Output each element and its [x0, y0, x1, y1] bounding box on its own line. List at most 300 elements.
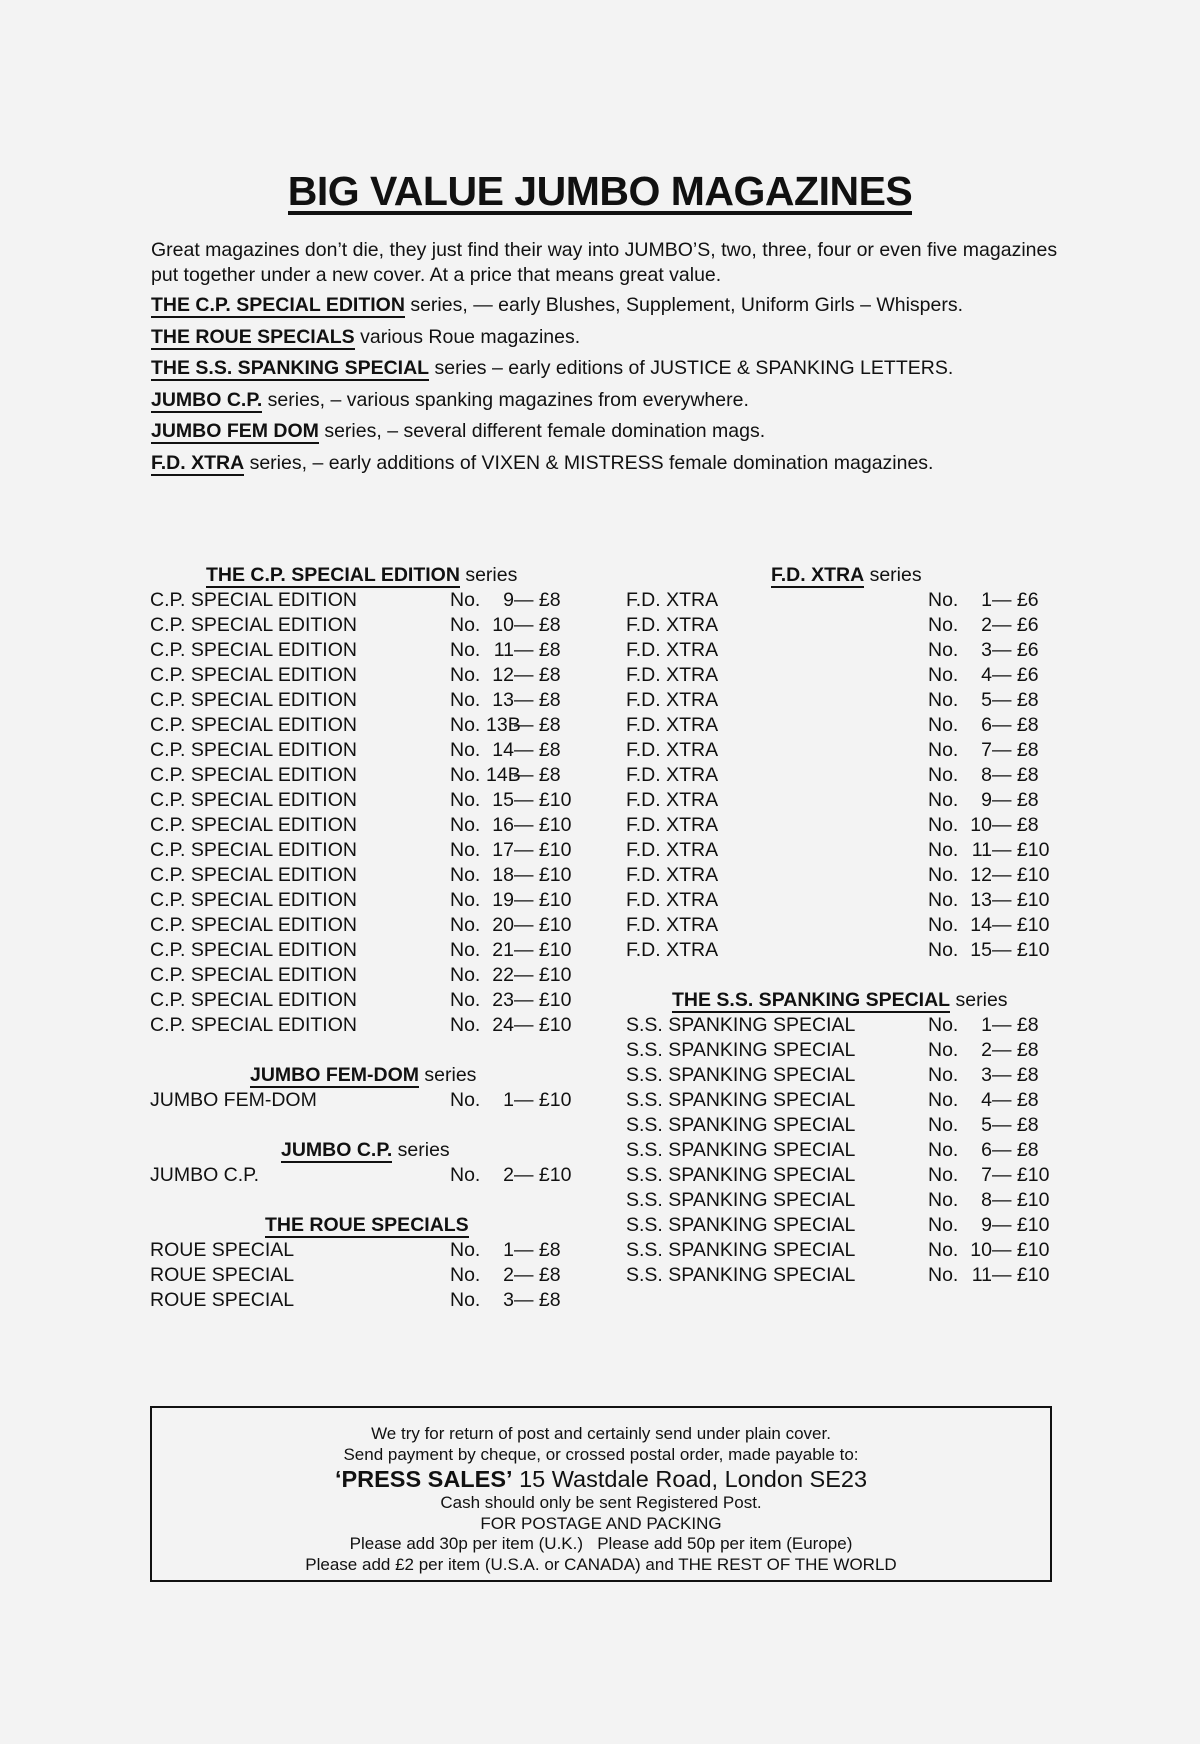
number-label: No.: [928, 639, 959, 661]
issue-price: — £8: [514, 739, 561, 761]
issue-price: — £8: [992, 1064, 1039, 1086]
issue-price: — £8: [992, 1114, 1039, 1136]
series-description: series, – several different female domination mags.: [318, 420, 766, 442]
list-item: [150, 888, 590, 913]
issue-price: — £8: [514, 639, 561, 661]
issue-number-price: [928, 663, 1039, 688]
issue-number: 12: [492, 664, 514, 686]
issue-number-price: [450, 588, 561, 613]
list-item: [626, 688, 1066, 713]
issue-number: 10: [492, 614, 514, 636]
series-description-line: [151, 419, 1061, 444]
issue-number: 15: [492, 789, 514, 811]
issue-price: — £8: [514, 1239, 561, 1261]
number-label: No.: [450, 1264, 481, 1286]
issue-number: 14: [970, 914, 992, 936]
number-label: No.: [450, 939, 481, 961]
series-description-line: [151, 451, 1061, 476]
issue-price: — £8: [514, 1264, 561, 1286]
issue-price: — £10: [992, 1214, 1050, 1236]
number-label: No.: [928, 864, 959, 886]
number-label: No.: [928, 789, 959, 811]
issue-number-price: [928, 1163, 1049, 1188]
issue-number: 2: [981, 614, 992, 636]
issue-title: ROUE SPECIAL: [150, 1289, 295, 1311]
list-item: [150, 713, 590, 738]
number-label: No.: [450, 864, 481, 886]
number-label: No.: [928, 814, 959, 836]
series-name: JUMBO FEM DOM: [151, 420, 319, 442]
number-label: No.: [928, 739, 959, 761]
intro-paragraph: Great magazines don’t die, they just find their way into JUMBO’S, two, three, four or even five magazines put together under a new cover. At a price that means great value.: [151, 239, 1058, 286]
issue-number: 17: [492, 839, 514, 861]
issue-number: 23: [492, 989, 514, 1011]
number-label: No.: [928, 839, 959, 861]
series-description: various Roue magazines.: [354, 325, 581, 348]
number-label: No.: [928, 1089, 959, 1111]
issue-price: — £8: [514, 589, 561, 611]
issue-title: C.P. SPECIAL EDITION: [150, 739, 357, 761]
issue-number-price: [450, 1088, 571, 1113]
issue-title: S.S. SPANKING SPECIAL: [626, 1214, 856, 1236]
issue-number: 1: [981, 1014, 992, 1036]
issue-number: 14: [492, 739, 514, 761]
issue-number: 14B: [486, 764, 521, 786]
list-item: [150, 663, 590, 688]
number-label: No.: [450, 1289, 481, 1311]
list-item: [626, 1238, 1066, 1263]
footer-line: We try for return of post and certainly send under plain cover.: [371, 1424, 831, 1443]
intro-section: [151, 238, 1061, 482]
issue-title: ROUE SPECIAL: [150, 1264, 295, 1286]
issue-number: 9: [981, 789, 992, 811]
number-label: No.: [928, 939, 959, 961]
issue-price: — £6: [992, 639, 1039, 661]
issue-number: 18: [492, 864, 514, 886]
number-label: No.: [450, 664, 481, 686]
issue-price: — £8: [992, 689, 1039, 711]
list-item: [150, 838, 590, 863]
issue-number-price: [450, 738, 561, 763]
jumbocp-series-heading: JUMBO C.P. series: [281, 1139, 450, 1161]
issue-price: — £10: [992, 914, 1050, 936]
issue-number-price: [450, 813, 571, 838]
footer-line: Send payment by cheque, or crossed postal order, made payable to:: [343, 1444, 859, 1464]
list-item: [150, 588, 590, 613]
issue-title: F.D. XTRA: [626, 814, 719, 836]
ss-series-list: [626, 1013, 1066, 1288]
ss-series-heading: THE S.S. SPANKING SPECIAL series: [672, 989, 1008, 1011]
issue-title: C.P. SPECIAL EDITION: [150, 864, 357, 886]
issue-number-price: [450, 888, 571, 913]
issue-number: 6: [981, 1139, 992, 1161]
issue-number: 20: [492, 914, 514, 936]
issue-number: 5: [981, 1114, 992, 1136]
issue-price: — £8: [992, 1139, 1039, 1161]
issue-number-price: [928, 763, 1039, 788]
number-label: No.: [928, 1239, 959, 1261]
number-label: No.: [928, 764, 959, 786]
series-name: THE S.S. SPANKING SPECIAL: [151, 357, 430, 379]
issue-title: C.P. SPECIAL EDITION: [150, 639, 357, 661]
list-item: [150, 788, 590, 813]
series-description: series, – early additions of VIXEN & MISTRESS female domination magazines.: [244, 451, 934, 474]
series-description: series, — early Blushes, Supplement, Uniform Girls – Whispers.: [404, 294, 964, 316]
number-label: No.: [450, 714, 481, 736]
issue-title: C.P. SPECIAL EDITION: [150, 664, 357, 686]
number-label: No.: [450, 814, 481, 836]
number-label: No.: [450, 639, 481, 661]
issue-number: 13: [970, 889, 992, 911]
list-item: [150, 1263, 590, 1288]
number-label: No.: [928, 1014, 959, 1036]
issue-number-price: [450, 638, 561, 663]
issue-price: — £10: [992, 864, 1050, 886]
issue-number: 4: [981, 1089, 992, 1111]
issue-price: — £10: [514, 889, 572, 911]
issue-number-price: [450, 938, 571, 963]
list-item: [150, 938, 590, 963]
list-item: [626, 863, 1066, 888]
issue-number-price: [928, 713, 1039, 738]
number-label: No.: [928, 589, 959, 611]
number-label: No.: [928, 1164, 959, 1186]
cp-series-heading: THE C.P. SPECIAL EDITION series: [206, 564, 518, 586]
issue-title: F.D. XTRA: [626, 889, 719, 911]
series-description-line: [151, 325, 1061, 350]
issue-price: — £8: [992, 764, 1039, 786]
issue-number-price: [450, 1263, 561, 1288]
left-column: [150, 563, 590, 1313]
right-column: [626, 563, 1066, 1288]
series-description-list: [151, 293, 1061, 476]
issue-price: — £10: [514, 1089, 572, 1111]
issue-number-price: [928, 938, 1049, 963]
list-item: [626, 1113, 1066, 1138]
list-item: [626, 813, 1066, 838]
issue-price: — £10: [992, 889, 1050, 911]
list-item: [626, 1038, 1066, 1063]
issue-number-price: [928, 913, 1049, 938]
issue-number-price: [928, 788, 1039, 813]
list-item: [150, 913, 590, 938]
issue-title: F.D. XTRA: [626, 614, 719, 636]
list-item: [626, 938, 1066, 963]
issue-number-price: [928, 588, 1039, 613]
issue-price: — £10: [514, 814, 572, 836]
issue-number-price: [450, 1163, 571, 1188]
issue-title: C.P. SPECIAL EDITION: [150, 814, 357, 836]
issue-number: 5: [981, 689, 992, 711]
issue-title: F.D. XTRA: [626, 939, 719, 961]
issue-title: S.S. SPANKING SPECIAL: [626, 1114, 856, 1136]
list-item: [150, 1288, 590, 1313]
issue-number-price: [450, 763, 561, 788]
issue-title: C.P. SPECIAL EDITION: [150, 989, 357, 1011]
number-label: No.: [450, 839, 481, 861]
footer-line: Please add £2 per item (U.S.A. or CANADA) and THE REST OF THE WORLD: [305, 1554, 897, 1574]
issue-title: JUMBO C.P.: [150, 1164, 260, 1186]
series-name: THE C.P. SPECIAL EDITION: [151, 294, 405, 316]
series-description-line: [151, 388, 1061, 413]
issue-number-price: [928, 1213, 1049, 1238]
femdom-series-heading: JUMBO FEM-DOM series: [250, 1064, 477, 1086]
footer-line: FOR POSTAGE AND PACKING: [480, 1513, 722, 1533]
issue-number: 24: [492, 1014, 514, 1036]
issue-number-price: [450, 663, 561, 688]
issue-number-price: [450, 1288, 561, 1313]
issue-number: 3: [503, 1289, 514, 1311]
list-item: [626, 1138, 1066, 1163]
issue-number-price: [928, 613, 1039, 638]
list-item: [150, 688, 590, 713]
number-label: No.: [928, 1139, 959, 1161]
issue-title: F.D. XTRA: [626, 589, 719, 611]
issue-number-price: [450, 1013, 571, 1038]
issue-price: — £8: [992, 1014, 1039, 1036]
issue-number-price: [928, 863, 1049, 888]
issue-title: F.D. XTRA: [626, 664, 719, 686]
issue-price: — £10: [514, 864, 572, 886]
issue-title: C.P. SPECIAL EDITION: [150, 714, 357, 736]
issue-number: 9: [503, 589, 514, 611]
issue-number: 15: [970, 939, 992, 961]
issue-title: F.D. XTRA: [626, 914, 719, 936]
number-label: No.: [928, 914, 959, 936]
issue-number: 11: [971, 839, 992, 861]
issue-title: C.P. SPECIAL EDITION: [150, 939, 357, 961]
issue-number: 11: [971, 1264, 992, 1286]
issue-number-price: [928, 888, 1049, 913]
issue-number: 8: [981, 764, 992, 786]
number-label: No.: [450, 739, 481, 761]
issue-price: — £8: [514, 764, 561, 786]
number-label: No.: [450, 614, 481, 636]
list-item: [150, 1013, 590, 1038]
issue-number: 2: [503, 1164, 514, 1186]
issue-number-price: [928, 838, 1049, 863]
issue-number: 8: [981, 1189, 992, 1211]
list-item: [626, 763, 1066, 788]
issue-number: 13B: [486, 714, 521, 736]
list-item: [626, 638, 1066, 663]
number-label: No.: [928, 1214, 959, 1236]
issue-title: F.D. XTRA: [626, 764, 719, 786]
issue-price: — £8: [992, 789, 1039, 811]
list-item: [626, 713, 1066, 738]
issue-price: — £10: [514, 939, 572, 961]
number-label: No.: [450, 589, 481, 611]
issue-title: S.S. SPANKING SPECIAL: [626, 1089, 856, 1111]
issue-number-price: [928, 1238, 1049, 1263]
issue-number: 1: [981, 589, 992, 611]
number-label: No.: [928, 1039, 959, 1061]
list-item: [150, 863, 590, 888]
issue-number-price: [928, 1088, 1039, 1113]
number-label: No.: [450, 889, 481, 911]
issue-number: 7: [981, 1164, 992, 1186]
issue-price: — £10: [514, 964, 572, 986]
issue-price: — £8: [992, 739, 1039, 761]
issue-price: — £8: [514, 1289, 561, 1311]
issue-price: — £10: [992, 839, 1050, 861]
issue-title: C.P. SPECIAL EDITION: [150, 589, 357, 611]
issue-price: — £10: [992, 1189, 1050, 1211]
list-item: [626, 888, 1066, 913]
issue-price: — £10: [514, 789, 572, 811]
issue-number-price: [928, 1063, 1039, 1088]
fd-series-list: [626, 588, 1066, 963]
issue-number-price: [928, 688, 1039, 713]
issue-title: ROUE SPECIAL: [150, 1239, 295, 1261]
issue-price: — £6: [992, 589, 1039, 611]
issue-price: — £8: [514, 689, 561, 711]
issue-price: — £8: [992, 814, 1039, 836]
issue-number: 4: [981, 664, 992, 686]
issue-number-price: [450, 713, 561, 738]
number-label: No.: [928, 614, 959, 636]
footer-line: Cash should only be sent Registered Post.: [440, 1493, 762, 1512]
issue-number-price: [450, 1238, 561, 1263]
list-item: [150, 738, 590, 763]
issue-number: 13: [492, 689, 514, 711]
issue-title: C.P. SPECIAL EDITION: [150, 914, 357, 936]
issue-number: 2: [981, 1039, 992, 1061]
issue-title: F.D. XTRA: [626, 739, 719, 761]
issue-number: 10: [970, 1239, 992, 1261]
issue-number-price: [928, 813, 1039, 838]
issue-price: — £8: [514, 614, 561, 636]
issue-number: 1: [503, 1089, 514, 1111]
issue-title: F.D. XTRA: [626, 714, 719, 736]
issue-price: — £8: [992, 714, 1039, 736]
issue-number: 3: [981, 639, 992, 661]
list-item: [150, 613, 590, 638]
issue-title: C.P. SPECIAL EDITION: [150, 889, 357, 911]
issue-price: — £10: [514, 1014, 572, 1036]
ordering-info-box: [150, 1406, 1052, 1582]
issue-number-price: [450, 613, 561, 638]
issue-title: C.P. SPECIAL EDITION: [150, 839, 357, 861]
issue-number: 2: [503, 1264, 514, 1286]
issue-price: — £10: [992, 1264, 1050, 1286]
number-label: No.: [928, 1064, 959, 1086]
number-label: No.: [450, 689, 481, 711]
issue-price: — £10: [514, 839, 572, 861]
issue-price: — £8: [514, 714, 561, 736]
issue-number: 16: [492, 814, 514, 836]
issue-price: — £8: [514, 664, 561, 686]
list-item: [626, 1163, 1066, 1188]
number-label: No.: [450, 1014, 481, 1036]
issue-title: S.S. SPANKING SPECIAL: [626, 1064, 856, 1086]
list-item: [150, 1088, 590, 1113]
list-item: [626, 1188, 1066, 1213]
issue-title: C.P. SPECIAL EDITION: [150, 789, 357, 811]
issue-number: 10: [970, 814, 992, 836]
list-item: [626, 788, 1066, 813]
list-item: [150, 963, 590, 988]
series-description-line: [151, 356, 1061, 381]
issue-title: F.D. XTRA: [626, 789, 719, 811]
issue-title: F.D. XTRA: [626, 689, 719, 711]
number-label: No.: [450, 989, 481, 1011]
number-label: No.: [450, 1239, 481, 1261]
issue-number: 21: [492, 939, 514, 961]
list-item: [150, 638, 590, 663]
femdom-series-list: [150, 1088, 590, 1113]
list-item: [626, 1263, 1066, 1288]
issue-price: — £10: [992, 1239, 1050, 1261]
issue-price: — £10: [514, 914, 572, 936]
issue-title: F.D. XTRA: [626, 839, 719, 861]
issue-number-price: [928, 1038, 1039, 1063]
series-name: F.D. XTRA: [151, 451, 245, 474]
issue-title: C.P. SPECIAL EDITION: [150, 764, 357, 786]
issue-number: 3: [981, 1064, 992, 1086]
issue-price: — £10: [514, 1164, 572, 1186]
issue-title: S.S. SPANKING SPECIAL: [626, 1139, 856, 1161]
issue-title: S.S. SPANKING SPECIAL: [626, 1189, 856, 1211]
number-label: No.: [928, 889, 959, 911]
issue-price: — £10: [992, 939, 1050, 961]
issue-number-price: [928, 738, 1039, 763]
list-item: [626, 1088, 1066, 1113]
number-label: No.: [450, 1164, 481, 1186]
number-label: No.: [928, 1189, 959, 1211]
series-description-line: [151, 293, 1061, 318]
number-label: No.: [450, 789, 481, 811]
issue-title: C.P. SPECIAL EDITION: [150, 689, 357, 711]
series-name: THE ROUE SPECIALS: [151, 325, 355, 348]
issue-number: 9: [981, 1214, 992, 1236]
list-item: [626, 1213, 1066, 1238]
number-label: No.: [450, 1089, 481, 1111]
series-name: JUMBO C.P.: [151, 388, 263, 411]
fd-series-heading: F.D. XTRA series: [771, 564, 922, 586]
list-item: [626, 913, 1066, 938]
list-item: [626, 1063, 1066, 1088]
issue-number-price: [928, 1113, 1039, 1138]
list-item: [626, 588, 1066, 613]
roue-series-heading: THE ROUE SPECIALS: [265, 1214, 469, 1236]
issue-number-price: [450, 688, 561, 713]
issue-number: 6: [981, 714, 992, 736]
issue-number: 1: [503, 1239, 514, 1261]
issue-title: C.P. SPECIAL EDITION: [150, 614, 357, 636]
list-item: [150, 1238, 590, 1263]
issue-title: F.D. XTRA: [626, 864, 719, 886]
list-item: [626, 738, 1066, 763]
issue-title: S.S. SPANKING SPECIAL: [626, 1264, 856, 1286]
jumbocp-series-list: [150, 1163, 590, 1188]
list-item: [626, 663, 1066, 688]
issue-price: — £10: [514, 989, 572, 1011]
number-label: No.: [928, 714, 959, 736]
number-label: No.: [928, 664, 959, 686]
list-item: [150, 763, 590, 788]
list-item: [626, 1013, 1066, 1038]
issue-number-price: [928, 638, 1039, 663]
company-address: ‘PRESS SALES’ 15 Wastdale Road, London SE23: [334, 1466, 868, 1492]
number-label: No.: [450, 914, 481, 936]
list-item: [626, 838, 1066, 863]
issue-title: C.P. SPECIAL EDITION: [150, 1014, 357, 1036]
number-label: No.: [928, 1264, 959, 1286]
series-description: series – early editions of JUSTICE & SPANKING LETTERS.: [429, 357, 954, 379]
issue-number-price: [450, 963, 571, 988]
issue-title: JUMBO FEM-DOM: [150, 1089, 317, 1111]
